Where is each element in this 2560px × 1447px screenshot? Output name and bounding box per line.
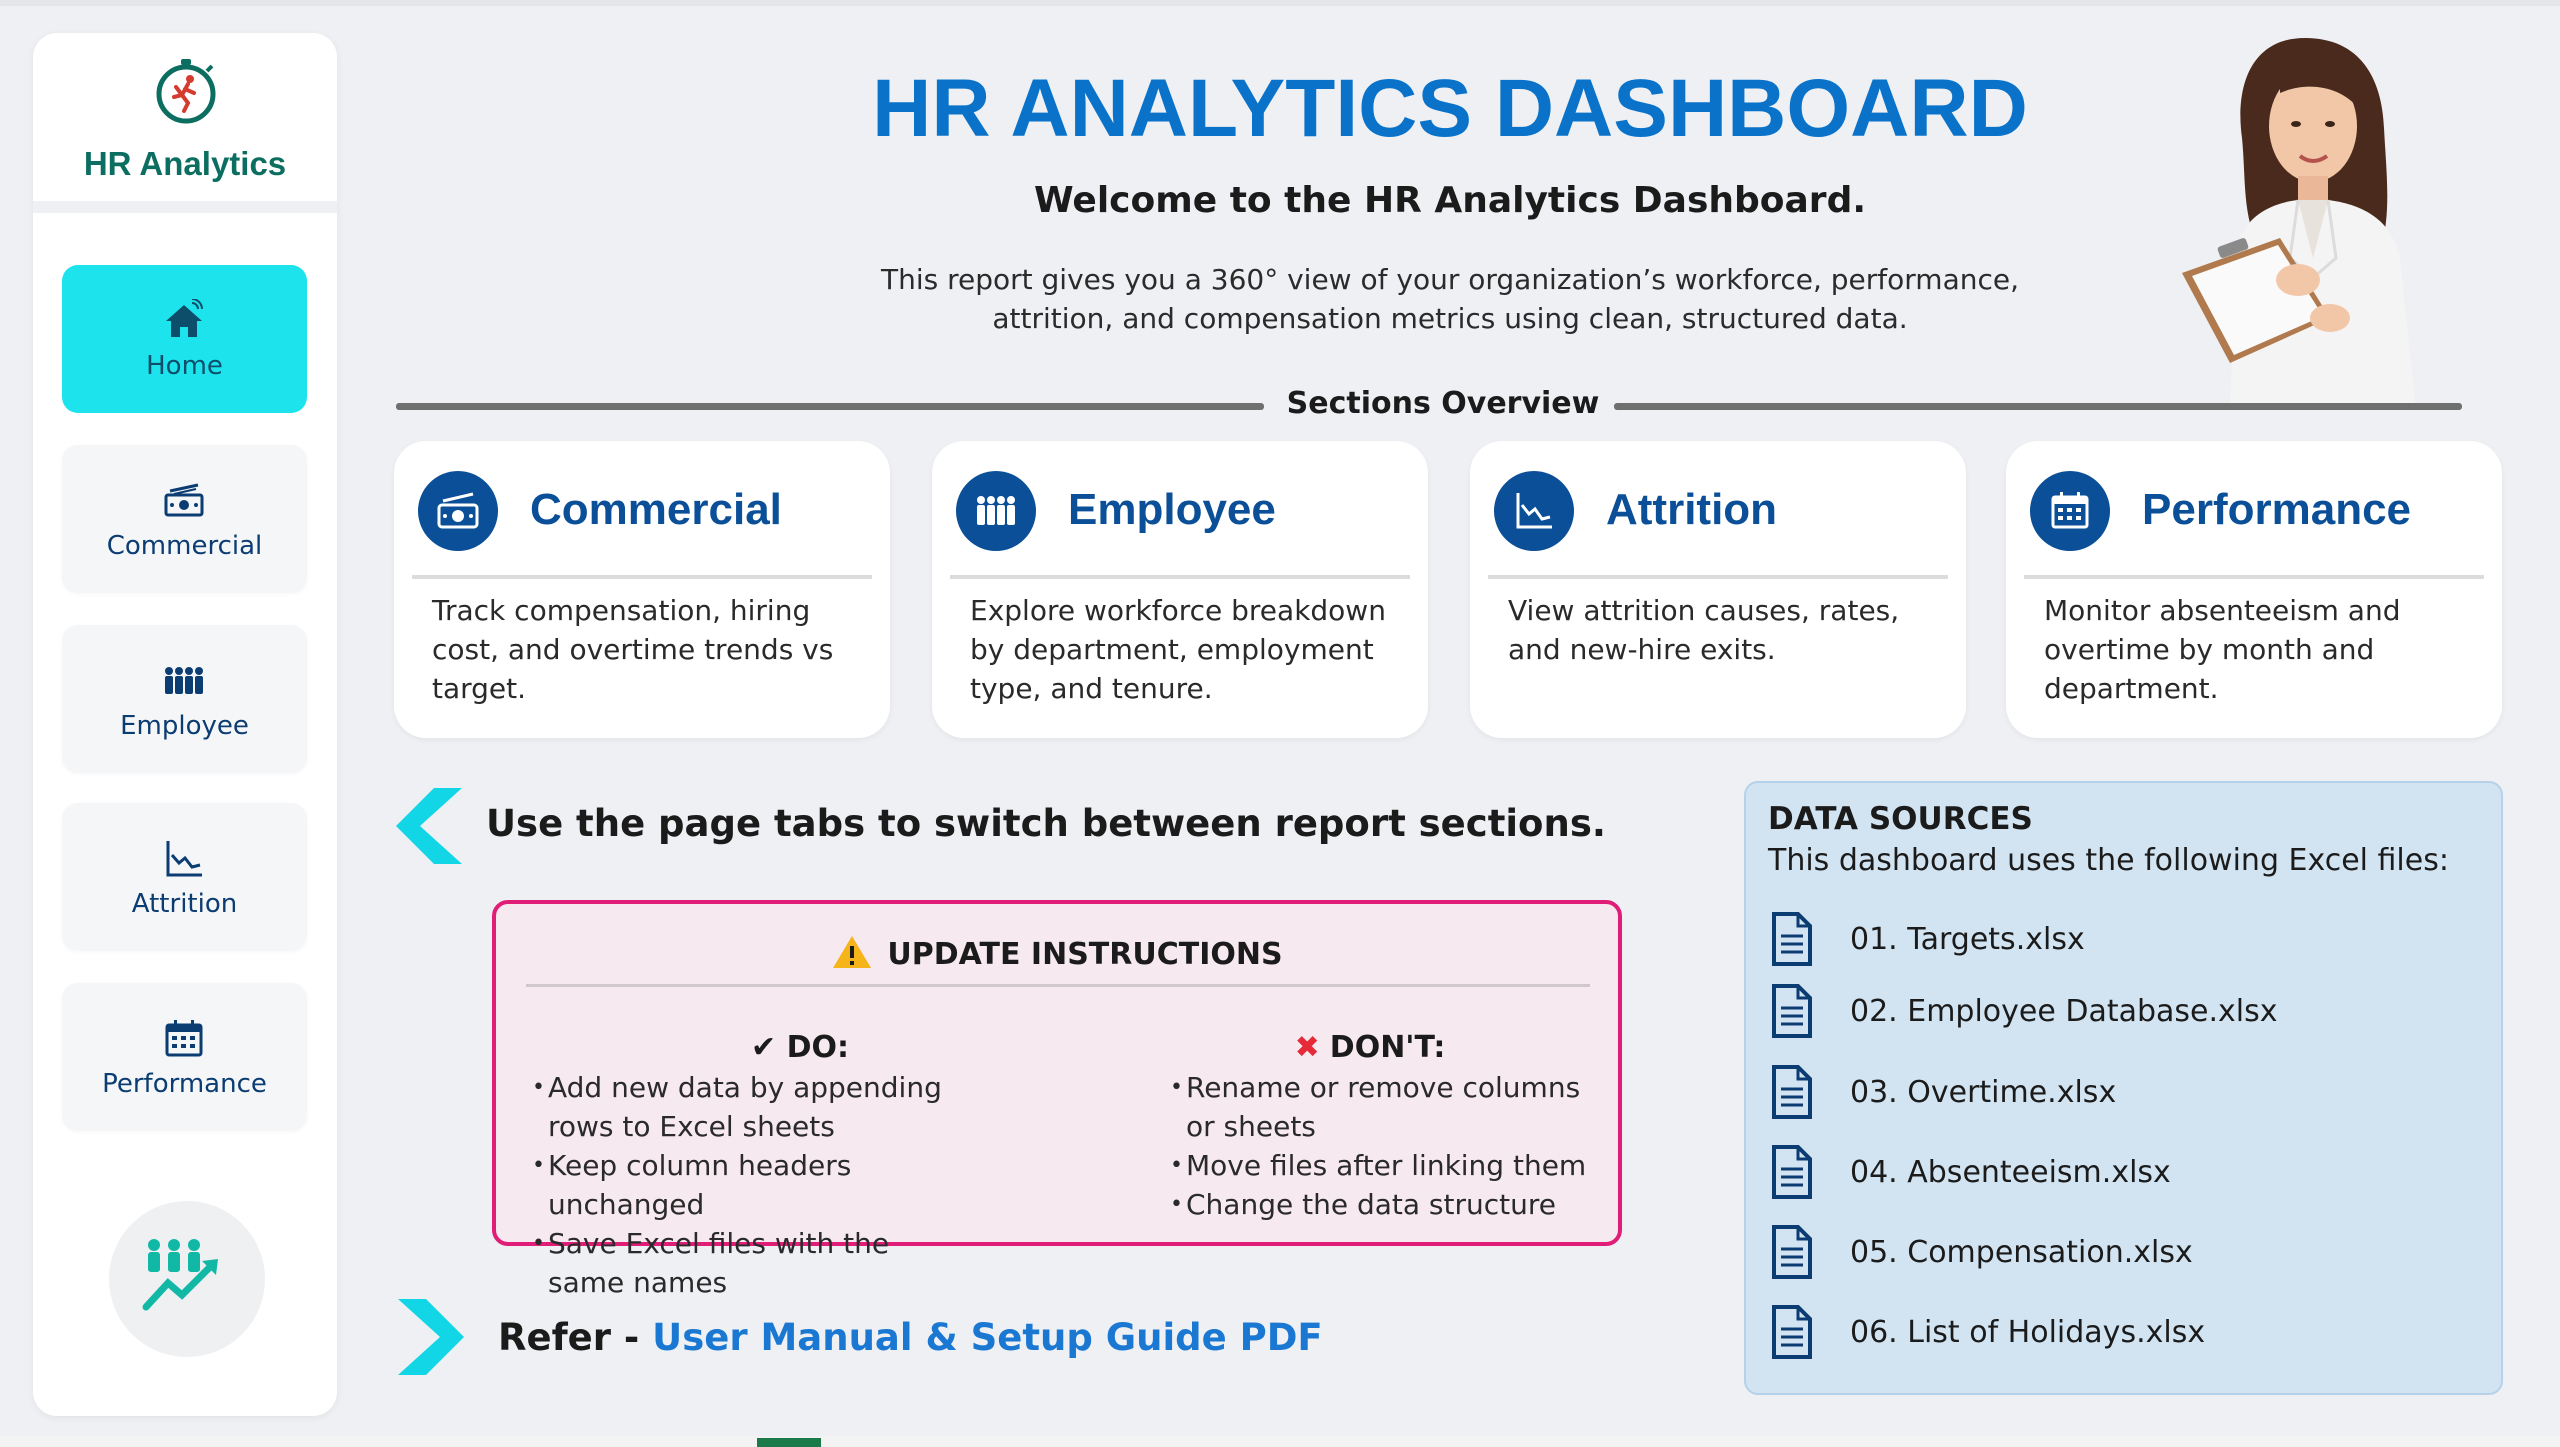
- document-icon: [1768, 911, 1816, 967]
- overview-divider-right: [1614, 403, 2462, 410]
- brand-divider: [33, 201, 337, 213]
- sections-overview-title: Sections Overview: [1286, 386, 1600, 421]
- data-source-filename: 04. Absenteeism.xlsx: [1850, 1155, 2171, 1190]
- data-source-filename: 01. Targets.xlsx: [1850, 922, 2085, 957]
- card-divider: [1488, 575, 1948, 579]
- document-icon: [1768, 983, 1816, 1039]
- data-source-filename: 06. List of Holidays.xlsx: [1850, 1315, 2206, 1350]
- intro-line-1: This report gives you a 360° view of your organization’s workforce, performance,: [880, 263, 2020, 296]
- card-commercial-title: Commercial: [530, 485, 782, 534]
- intro-text: [800, 260, 2100, 338]
- dont-list: [1170, 1068, 1610, 1224]
- page-title: HR ANALYTICS DASHBOARD: [872, 63, 2028, 154]
- warning-icon: [831, 934, 873, 970]
- card-attrition-title: Attrition: [1606, 485, 1778, 534]
- card-employee-icon-badge: [956, 471, 1036, 551]
- card-commercial-icon-badge: [418, 471, 498, 551]
- line-chart-icon: [162, 837, 206, 881]
- card-commercial-desc: Track compensation, hiring cost, and overtime trends vs target.: [432, 594, 834, 705]
- data-source-item: [1768, 1144, 2468, 1204]
- home-icon: [162, 299, 206, 343]
- card-divider: [950, 575, 1410, 579]
- do-heading: ✔ DO:: [751, 1030, 849, 1065]
- sidebar: [33, 33, 337, 1416]
- dont-title: DON'T:: [1329, 1030, 1446, 1065]
- data-source-filename: 02. Employee Database.xlsx: [1850, 994, 2278, 1029]
- cash-icon: [436, 489, 480, 533]
- do-item: • Keep column headers unchanged: [532, 1146, 972, 1224]
- card-performance-desc: Monitor absenteeism and overtime by month and department.: [2044, 594, 2401, 705]
- document-icon: [1768, 1304, 1816, 1360]
- card-commercial[interactable]: [394, 441, 890, 738]
- data-source-item: [1768, 1064, 2468, 1124]
- data-source-item: [1768, 1224, 2468, 1284]
- data-source-filename: 03. Overtime.xlsx: [1850, 1075, 2117, 1110]
- overview-divider-left: [396, 403, 1264, 410]
- update-instructions-panel: [492, 900, 1622, 1299]
- card-attrition-desc: View attrition causes, rates, and new-hire exits.: [1508, 594, 1900, 666]
- card-attrition[interactable]: [1470, 441, 1966, 738]
- card-divider: [412, 575, 872, 579]
- update-divider: [526, 984, 1590, 987]
- active-page-tab-indicator[interactable]: [757, 1438, 821, 1447]
- data-sources-subtitle: This dashboard uses the following Excel files:: [1768, 843, 2449, 878]
- nav-employee-label: Employee: [120, 711, 249, 741]
- data-sources-title: DATA SOURCES: [1768, 801, 2033, 837]
- nav-performance-label: Performance: [102, 1069, 267, 1099]
- card-divider: [2024, 575, 2484, 579]
- card-employee[interactable]: [932, 441, 1428, 738]
- nav-performance-button[interactable]: [62, 983, 307, 1131]
- update-instructions-title: UPDATE INSTRUCTIONS: [887, 937, 1283, 972]
- update-instructions-heading: [496, 934, 1618, 972]
- dont-item: • Rename or remove columns or sheets: [1170, 1068, 1610, 1146]
- do-list: [532, 1068, 972, 1302]
- chevron-left-icon: [394, 786, 466, 866]
- nav-attrition-button[interactable]: [62, 803, 307, 951]
- do-item: • Save Excel files with the same names: [532, 1224, 972, 1302]
- calendar-icon: [2048, 489, 2092, 533]
- line-chart-icon: [1512, 489, 1556, 533]
- card-performance-icon-badge: [2030, 471, 2110, 551]
- tabs-hint: Use the page tabs to switch between report sections.: [486, 802, 1606, 845]
- card-attrition-icon-badge: [1494, 471, 1574, 551]
- do-item: • Add new data by appending rows to Excel sheets: [532, 1068, 972, 1146]
- calendar-icon: [162, 1017, 206, 1061]
- card-employee-title: Employee: [1068, 485, 1276, 534]
- user-manual-link[interactable]: User Manual & Setup Guide PDF: [652, 1316, 1323, 1359]
- page-tabs-bar: [0, 1436, 2560, 1447]
- cash-icon: [162, 479, 206, 523]
- refer-label: Refer -: [498, 1316, 653, 1359]
- nav-commercial-button[interactable]: [62, 445, 307, 593]
- top-border: [0, 0, 2560, 6]
- nav-home-label: Home: [146, 351, 223, 381]
- data-source-filename: 05. Compensation.xlsx: [1850, 1235, 2193, 1270]
- document-icon: [1768, 1144, 1816, 1200]
- nav-employee-button[interactable]: [62, 625, 307, 773]
- card-employee-desc: Explore workforce breakdown by department, employment type, and tenure.: [970, 594, 1386, 705]
- red-x-icon: ✖: [1294, 1030, 1320, 1065]
- people-icon: [974, 489, 1018, 533]
- growth-icon: [142, 1237, 232, 1321]
- data-source-item: [1768, 1304, 2468, 1364]
- runner-stopwatch-icon: [152, 57, 220, 125]
- intro-line-2: attrition, and compensation metrics using clean, structured data.: [992, 302, 1908, 335]
- refer-line: [498, 1316, 1323, 1359]
- brand: [33, 33, 337, 201]
- nav-attrition-label: Attrition: [131, 889, 238, 919]
- welcome-text: Welcome to the HR Analytics Dashboard.: [1033, 180, 1867, 221]
- dont-item: • Change the data structure: [1170, 1185, 1610, 1224]
- nav-commercial-label: Commercial: [106, 531, 263, 561]
- dont-item: • Move files after linking them: [1170, 1146, 1610, 1185]
- card-performance[interactable]: [2006, 441, 2502, 738]
- document-icon: [1768, 1064, 1816, 1120]
- document-icon: [1768, 1224, 1816, 1280]
- nav-home-button[interactable]: [62, 265, 307, 413]
- growth-badge: [109, 1201, 265, 1357]
- card-performance-title: Performance: [2142, 485, 2412, 534]
- chevron-right-icon: [394, 1297, 466, 1377]
- dont-heading: [1150, 1030, 1590, 1065]
- data-source-item: [1768, 911, 2468, 971]
- people-icon: [162, 659, 206, 703]
- brand-name: HR Analytics: [83, 145, 287, 182]
- hr-professional-illustration: [2130, 18, 2470, 403]
- data-sources-panel: [1744, 781, 2503, 1395]
- data-source-item: [1768, 983, 2468, 1043]
